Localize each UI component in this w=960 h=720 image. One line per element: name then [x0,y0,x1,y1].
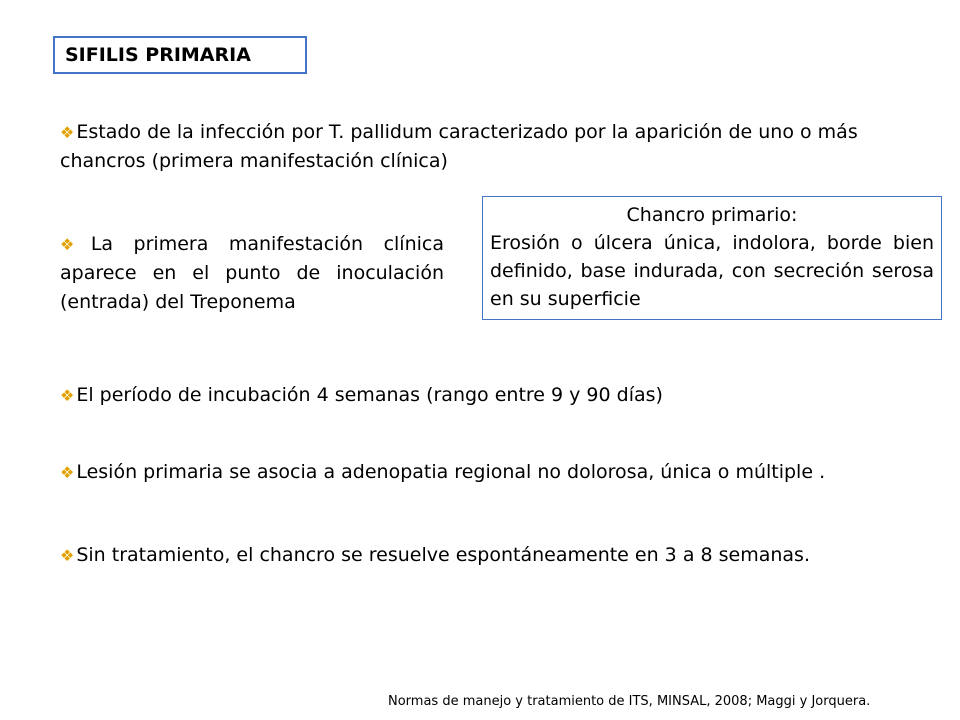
bullet-item-4 [60,458,940,487]
bullet-item-2 [60,230,444,317]
diamond-bullet-icon: ❖ [60,123,75,142]
bullet-text-4: Lesión primaria se asocia a adenopatia regional no dolorosa, única o múltiple . [76,461,826,483]
bullet-text-3: El período de incubación 4 semanas (rango entre 9 y 90 días) [76,384,663,406]
chancro-box-text: Erosión o úlcera única, indolora, borde bien definido, base indurada, con secreción serosa en su superficie [490,232,934,310]
bullet-item-1 [60,118,900,176]
diamond-bullet-icon: ❖ [60,546,75,565]
chancro-primario-box [482,196,942,320]
slide-title-box [53,36,307,74]
chancro-box-heading: Chancro primario: [626,204,798,226]
slide-title: SIFILIS PRIMARIA [65,44,251,66]
bullet-text-1: Estado de la infección por T. pallidum caracterizado por la aparición de uno o más chancros (primera manifestación clínica) [60,121,858,172]
bullet-text-2: La primera manifestación clínica aparece en el punto de inoculación (entrada) del Treponema [60,233,444,313]
bullet-text-5: Sin tratamiento, el chancro se resuelve espontáneamente en 3 a 8 semanas. [76,544,810,566]
diamond-bullet-icon: ❖ [60,235,89,254]
diamond-bullet-icon: ❖ [60,386,75,405]
bullet-item-5 [60,541,940,570]
bullet-item-3 [60,381,920,410]
diamond-bullet-icon: ❖ [60,463,75,482]
citation-footer: Normas de manejo y tratamiento de ITS, MINSAL, 2008; Maggi y Jorquera. [388,694,871,709]
